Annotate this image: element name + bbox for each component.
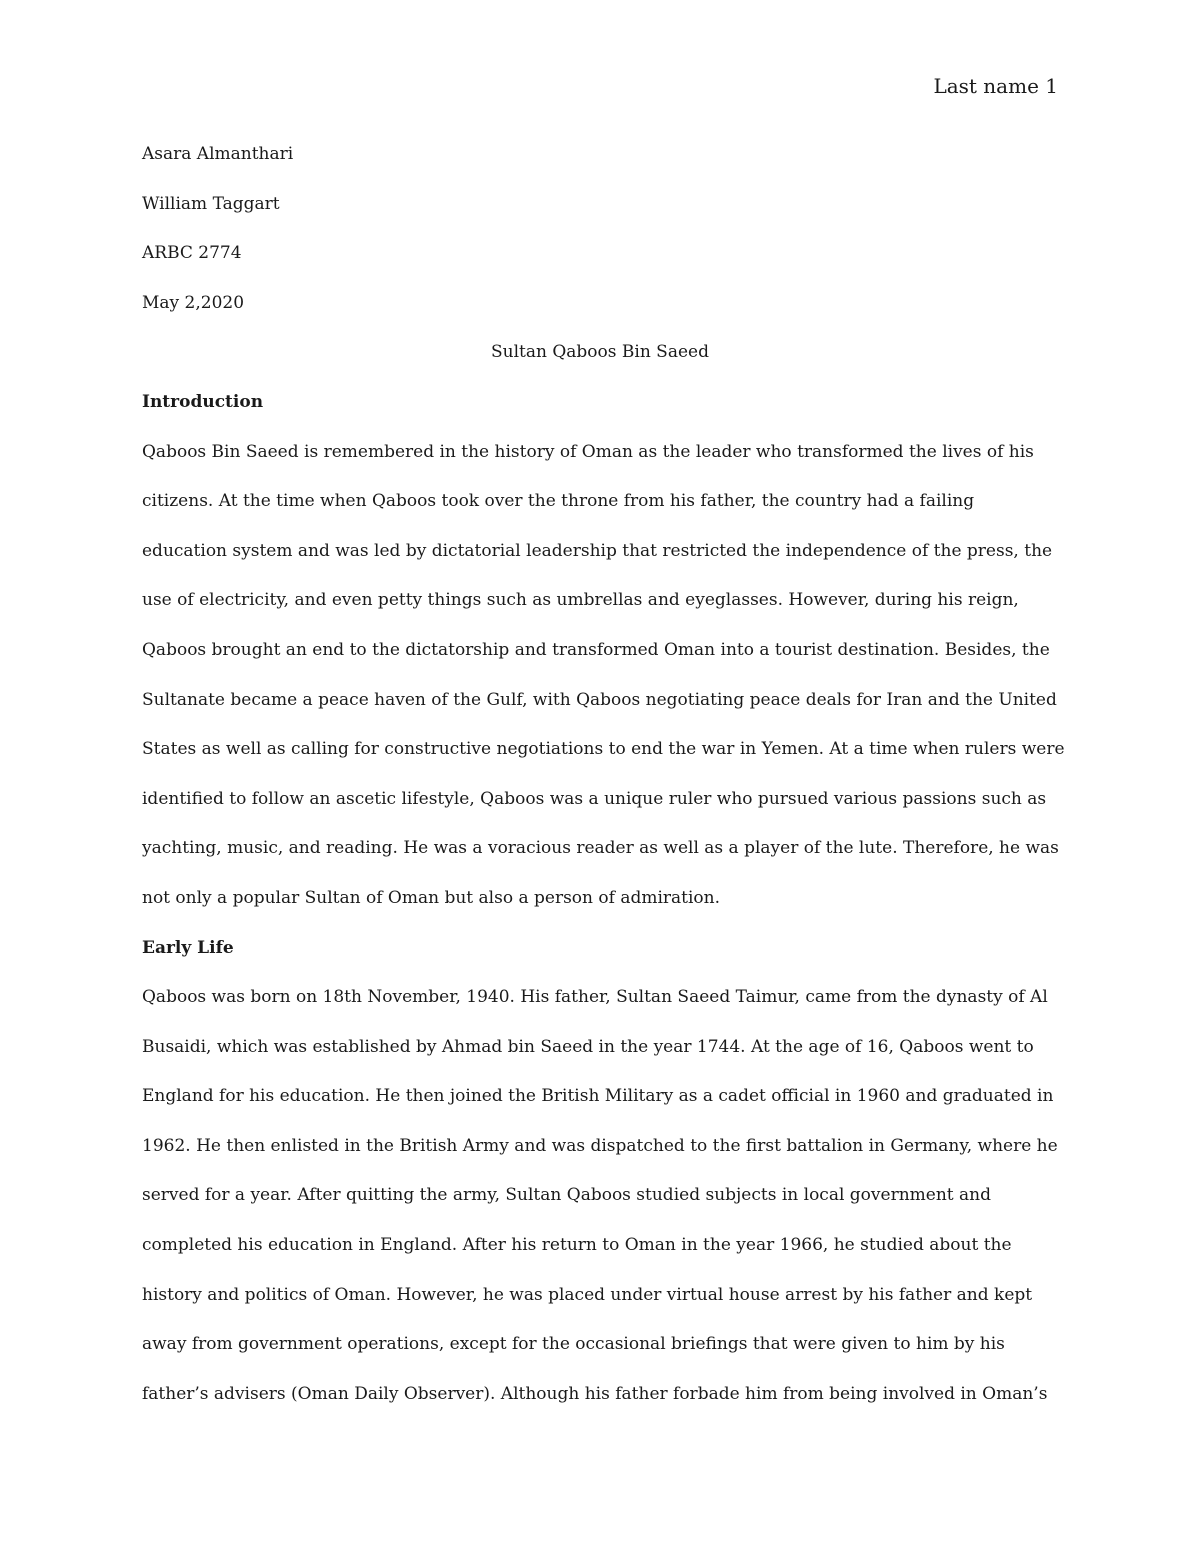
paragraph-line: father’s advisers (Oman Daily Observer). Although his father forbade him from being involved in Oman’s (142, 1383, 1048, 1404)
paragraph-line: not only a popular Sultan of Oman but also a person of admiration. (142, 887, 721, 908)
section-heading-introduction: Introduction (142, 391, 264, 412)
paragraph-line: education system and was led by dictatorial leadership that restricted the independence of the press, the (142, 540, 1053, 561)
paragraph-line: away from government operations, except for the occasional briefings that were given to him by his (142, 1334, 1005, 1355)
paragraph-line: States as well as calling for constructive negotiations to end the war in Yemen. At a time when rulers were (142, 739, 1065, 760)
author-name: Asara Almanthari (142, 144, 294, 164)
paragraph-line: 1962. He then enlisted in the British Army and was dispatched to the first battalion in Germany, where he (142, 1135, 1058, 1156)
paragraph-line: Qaboos was born on 18th November, 1940. His father, Sultan Saeed Taimur, came from the dynasty of Al (142, 987, 1048, 1008)
paragraph-line: yachting, music, and reading. He was a voracious reader as well as a player of the lute. Therefore, he was (142, 838, 1059, 859)
document-body (142, 140, 1065, 1429)
paragraph-line: identified to follow an ascetic lifestyle, Qaboos was a unique ruler who pursued various passions such as (142, 788, 1047, 809)
paragraph-line: served for a year. After quitting the army, Sultan Qaboos studied subjects in local government and (142, 1185, 991, 1206)
paragraph-line: Sultanate became a peace haven of the Gulf, with Qaboos negotiating peace deals for Iran and the United (142, 689, 1057, 710)
instructor-name: William Taggart (142, 193, 280, 214)
document-date: May 2,2020 (142, 292, 245, 313)
paragraph-line: Qaboos brought an end to the dictatorship and transformed Oman into a tourist destination. Besides, the (142, 639, 1050, 660)
paragraph-line: history and politics of Oman. However, he was placed under virtual house arrest by his father and kept (142, 1284, 1033, 1305)
paragraph-line: Busaidi, which was established by Ahmad bin Saeed in the year 1744. At the age of 16, Qaboos went to (142, 1036, 1034, 1057)
paragraph-line: citizens. At the time when Qaboos took over the throne from his father, the country had a failing (142, 491, 975, 512)
running-head: Last name 1 (933, 74, 1058, 98)
section-heading-early-life: Early Life (142, 937, 234, 958)
document-title: Sultan Qaboos Bin Saeed (491, 342, 709, 363)
paragraph-line: use of electricity, and even petty things such as umbrellas and eyeglasses. However, during his reign, (142, 590, 1019, 611)
paragraph-line: Qaboos Bin Saeed is remembered in the history of Oman as the leader who transformed the lives of his (142, 441, 1034, 462)
paragraph-line: completed his education in England. After his return to Oman in the year 1966, he studied about the (142, 1235, 1012, 1256)
paragraph-line: England for his education. He then joined the British Military as a cadet official in 1960 and graduated in (142, 1086, 1054, 1107)
course-code: ARBC 2774 (142, 243, 242, 264)
